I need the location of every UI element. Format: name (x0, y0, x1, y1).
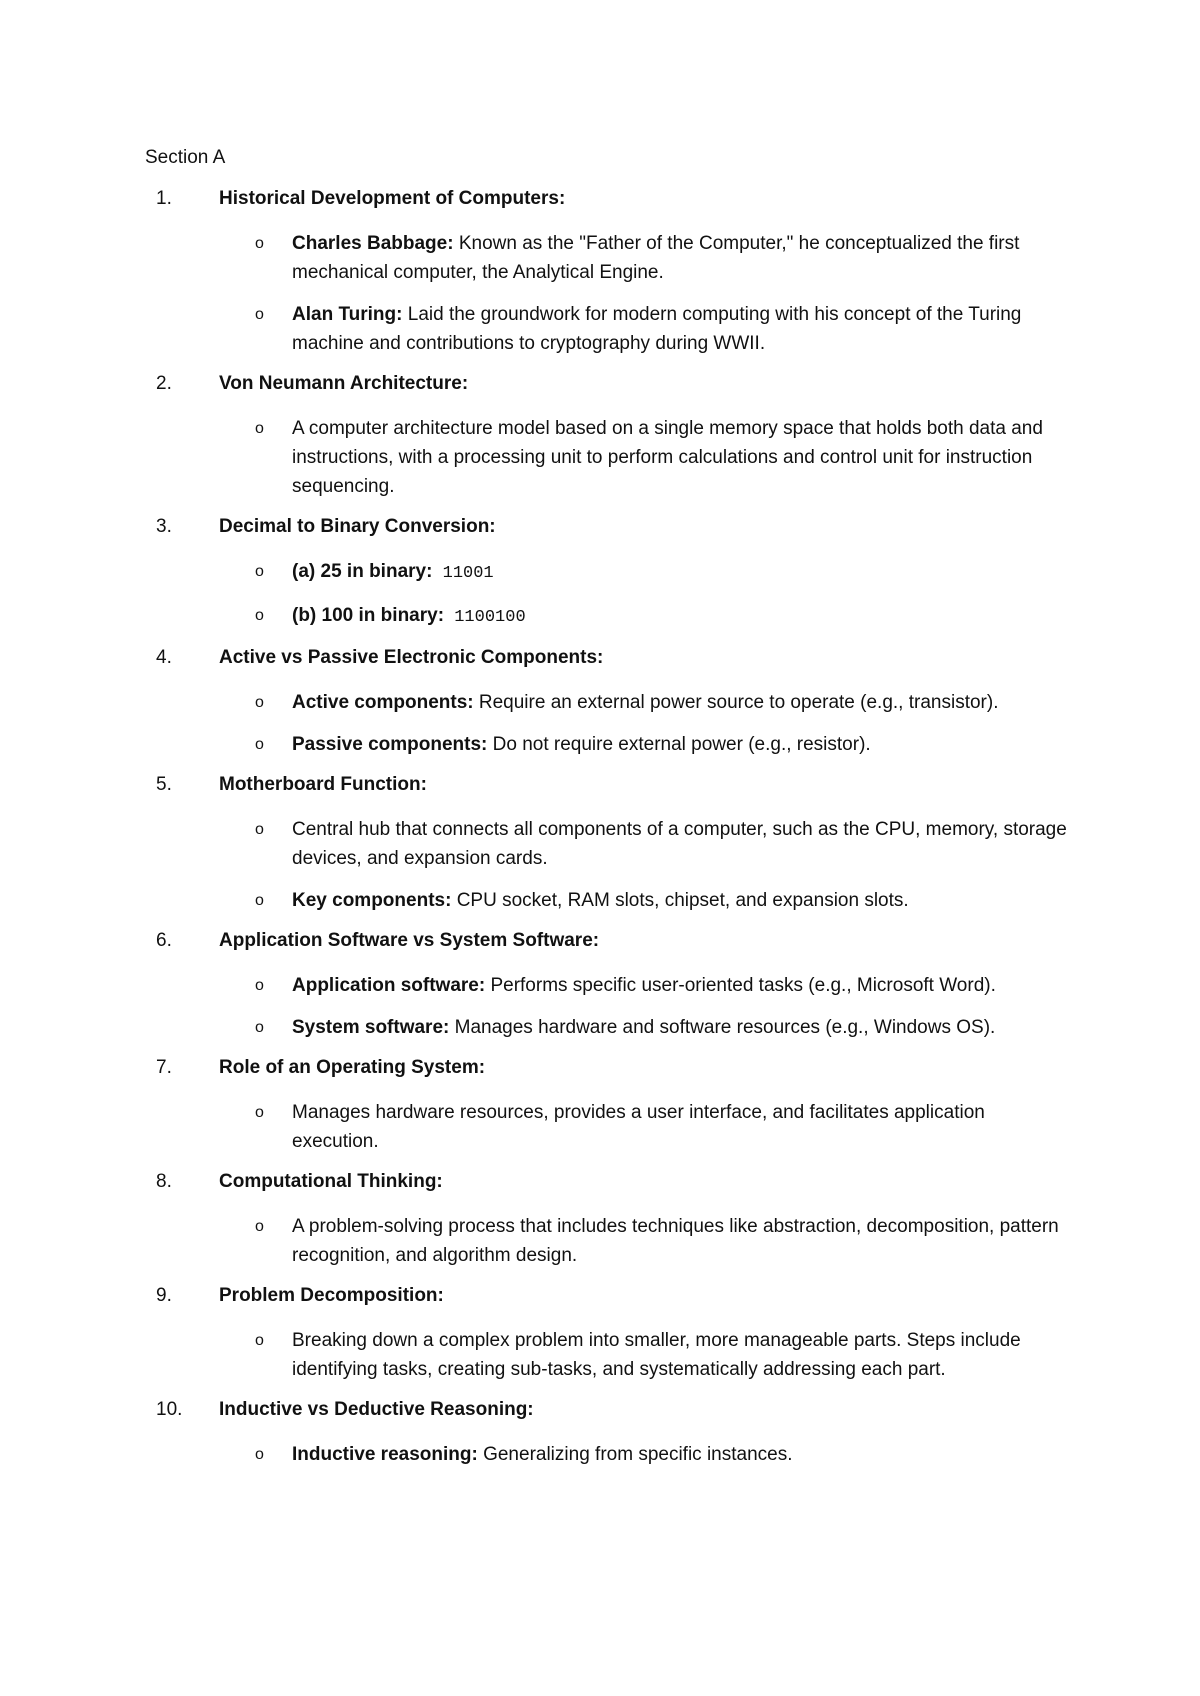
sub-list (0, 1440, 1200, 1469)
list-item (0, 187, 1200, 358)
item-heading: Inductive vs Deductive Reasoning: (219, 1399, 534, 1420)
sub-list-item (0, 886, 1200, 915)
list-item (0, 646, 1200, 759)
item-number: 6. (156, 930, 172, 951)
item-heading: Active vs Passive Electronic Components: (219, 647, 604, 668)
sub-item-term: Charles Babbage: (292, 233, 454, 254)
item-number: 4. (156, 647, 172, 668)
sub-list-item (0, 1212, 1200, 1270)
sub-list (0, 815, 1200, 915)
sub-item-description: Performs specific user-oriented tasks (e.g., Microsoft Word). (485, 975, 996, 996)
item-number: 7. (156, 1057, 172, 1078)
sub-item-term: Application software: (292, 975, 486, 996)
bullet-icon: o (255, 821, 264, 838)
sub-item-description: 11001 (432, 564, 494, 583)
list-item (0, 1056, 1200, 1156)
item-heading: Role of an Operating System: (219, 1057, 486, 1078)
sub-item-term: Alan Turing: (292, 304, 403, 325)
bullet-icon: o (255, 306, 264, 323)
bullet-icon: o (255, 892, 264, 909)
bullet-icon: o (255, 1446, 264, 1463)
sub-item-term: (a) 25 in binary: (292, 561, 433, 582)
section-title: Section A (145, 147, 226, 168)
item-heading: Von Neumann Architecture: (219, 373, 469, 394)
sub-list (0, 971, 1200, 1042)
sub-item-text (292, 601, 1072, 632)
bullet-icon: o (255, 694, 264, 711)
sub-list-item (0, 300, 1200, 358)
item-heading: Application Software vs System Software: (219, 930, 600, 951)
sub-list-item (0, 1440, 1200, 1469)
sub-item-description: A problem-solving process that includes techniques like abstraction, decomposition, pattern recognition, and algorithm design. (292, 1216, 1059, 1266)
item-number: 3. (156, 516, 172, 537)
sub-list-item (0, 815, 1200, 873)
sub-item-term: Active components: (292, 692, 474, 713)
sub-item-text (292, 730, 1072, 759)
sub-list-item (0, 601, 1200, 632)
sub-list (0, 414, 1200, 501)
item-number: 8. (156, 1171, 172, 1192)
sub-list-item (0, 688, 1200, 717)
sub-item-description: Laid the groundwork for modern computing with his concept of the Turing machine and contributions to cryptography during WWII. (292, 304, 1022, 354)
numbered-list (0, 187, 1200, 1483)
bullet-icon: o (255, 235, 264, 252)
sub-item-text (292, 414, 1072, 501)
sub-item-description: Central hub that connects all components of a computer, such as the CPU, memory, storage devices, and expansion cards. (292, 819, 1067, 869)
list-item (0, 1398, 1200, 1469)
bullet-icon: o (255, 607, 264, 624)
bullet-icon: o (255, 1218, 264, 1235)
sub-item-description: Do not require external power (e.g., resistor). (487, 734, 871, 755)
item-number: 10. (156, 1399, 183, 1420)
item-number: 2. (156, 373, 172, 394)
item-number: 5. (156, 774, 172, 795)
item-heading: Problem Decomposition: (219, 1285, 444, 1306)
list-item (0, 372, 1200, 501)
list-item (0, 1170, 1200, 1270)
sub-item-text (292, 688, 1072, 717)
bullet-icon: o (255, 977, 264, 994)
sub-item-term: System software: (292, 1017, 450, 1038)
bullet-icon: o (255, 1019, 264, 1036)
sub-list (0, 1326, 1200, 1384)
sub-item-text (292, 557, 1072, 588)
item-heading: Computational Thinking: (219, 1171, 443, 1192)
sub-item-description: Manages hardware and software resources (e.g., Windows OS). (449, 1017, 996, 1038)
sub-item-text (292, 886, 1072, 915)
sub-item-description: Generalizing from specific instances. (477, 1444, 793, 1465)
bullet-icon: o (255, 736, 264, 753)
sub-item-text (292, 300, 1072, 358)
sub-list-item (0, 971, 1200, 1000)
bullet-icon: o (255, 420, 264, 437)
list-item (0, 1284, 1200, 1384)
sub-list-item (0, 1098, 1200, 1156)
sub-item-text (292, 1440, 1072, 1469)
sub-item-description: 1100100 (444, 608, 526, 627)
list-item (0, 929, 1200, 1042)
sub-list-item (0, 730, 1200, 759)
sub-list (0, 688, 1200, 759)
bullet-icon: o (255, 1104, 264, 1121)
list-item (0, 515, 1200, 632)
bullet-icon: o (255, 563, 264, 580)
sub-item-description: Manages hardware resources, provides a user interface, and facilitates application execution. (292, 1102, 985, 1152)
sub-item-text (292, 229, 1072, 287)
sub-list-item (0, 557, 1200, 588)
item-heading: Decimal to Binary Conversion: (219, 516, 496, 537)
sub-item-text (292, 1098, 1072, 1156)
sub-list-item (0, 1013, 1200, 1042)
bullet-icon: o (255, 1332, 264, 1349)
sub-list (0, 229, 1200, 358)
list-item (0, 773, 1200, 915)
sub-list (0, 1212, 1200, 1270)
sub-item-term: Inductive reasoning: (292, 1444, 478, 1465)
sub-item-description: A computer architecture model based on a single memory space that holds both data and instructions, with a processing unit to perform calculations and control unit for instruction sequencing. (292, 418, 1043, 497)
sub-item-text (292, 815, 1072, 873)
sub-item-description: CPU socket, RAM slots, chipset, and expansion slots. (451, 890, 909, 911)
sub-item-term: (b) 100 in binary: (292, 605, 445, 626)
sub-list-item (0, 229, 1200, 287)
sub-item-description: Breaking down a complex problem into smaller, more manageable parts. Steps include identifying tasks, creating sub-tasks, and systematically addressing each part. (292, 1330, 1021, 1380)
sub-item-text (292, 1013, 1072, 1042)
sub-item-description: Known as the "Father of the Computer," he conceptualized the first mechanical computer, the Analytical Engine. (292, 233, 1020, 283)
sub-item-text (292, 1326, 1072, 1384)
item-heading: Motherboard Function: (219, 774, 427, 795)
item-number: 9. (156, 1285, 172, 1306)
sub-item-text (292, 971, 1072, 1000)
sub-list (0, 1098, 1200, 1156)
item-heading: Historical Development of Computers: (219, 188, 566, 209)
sub-item-description: Require an external power source to operate (e.g., transistor). (473, 692, 999, 713)
sub-item-term: Passive components: (292, 734, 488, 755)
sub-list (0, 557, 1200, 632)
sub-list-item (0, 1326, 1200, 1384)
sub-item-term: Key components: (292, 890, 452, 911)
sub-list-item (0, 414, 1200, 501)
item-number: 1. (156, 188, 172, 209)
sub-item-text (292, 1212, 1072, 1270)
